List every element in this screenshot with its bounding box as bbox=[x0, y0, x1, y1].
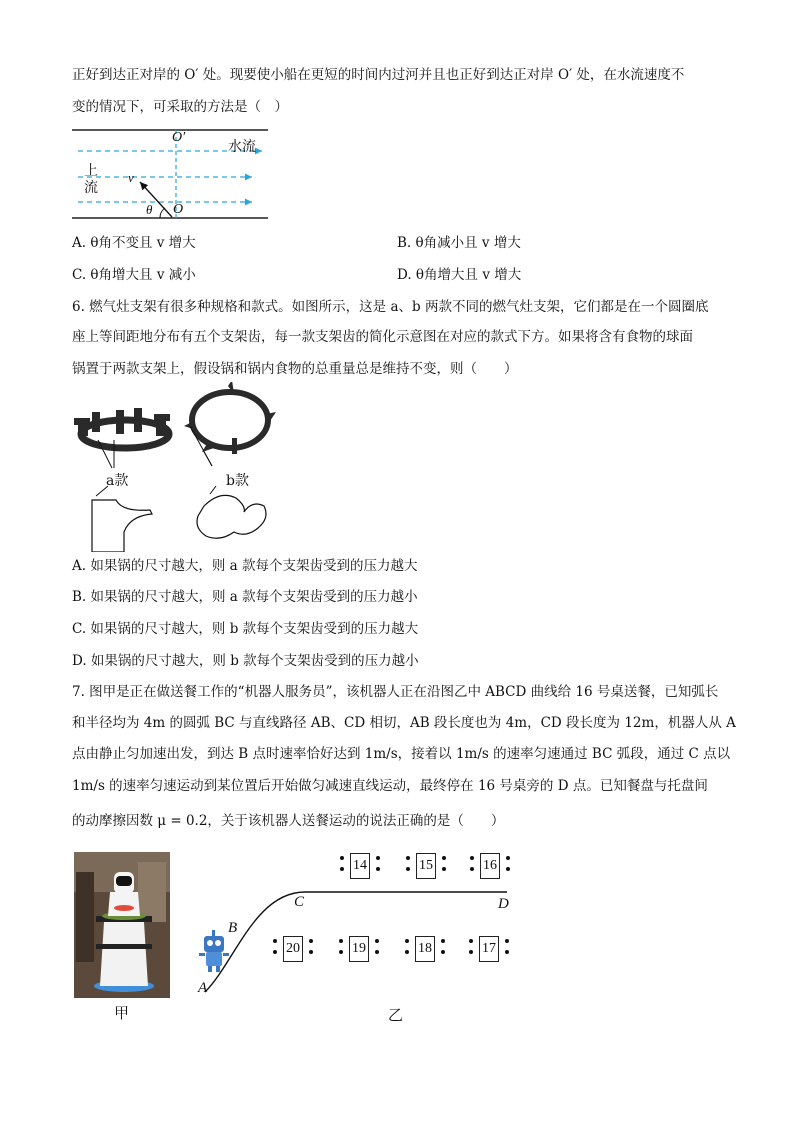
robot-waiter-photo bbox=[74, 852, 170, 998]
stove-b-icon bbox=[184, 382, 276, 454]
label-b-style: b款 bbox=[226, 473, 249, 489]
table-18: 18 bbox=[415, 936, 435, 962]
q5-option-b[interactable]: B. θ角减小且 v 增大 bbox=[397, 235, 521, 251]
q6-option-a[interactable]: A. 如果锅的尺寸越大，则 a 款每个支架齿受到的压力越大 bbox=[72, 558, 418, 574]
q5-stem-line-2: 变的情况下，可采取的方法是（ ） bbox=[72, 99, 288, 115]
label-o: O bbox=[173, 202, 184, 217]
label-water-flow: 水流 bbox=[228, 139, 256, 155]
q6-stem-line-1: 6. 燃气灶支架有很多种规格和款式。如图所示，这是 a、b 两款不同的燃气灶支架，它们都是在一个圆圈底 bbox=[72, 299, 709, 315]
chairs-left bbox=[339, 936, 343, 961]
chairs-left bbox=[340, 853, 344, 878]
chairs-left bbox=[406, 853, 410, 878]
chairs-left bbox=[470, 853, 474, 878]
table-20: 20 bbox=[283, 936, 303, 962]
q6-stem-line-3: 锅置于两款支架上，假设锅和锅内食物的总重量总是维持不变，则（ ） bbox=[72, 361, 518, 377]
q7-stem-line-4: 1m/s 的速率匀速运动到某位置后开始做匀减速直线运动，最终停在 16 号桌旁的 D 点。已知餐盘与托盘间 bbox=[72, 778, 708, 794]
q7-stem-line-3: 点由静止匀加速出发，到达 B 点时速率恰好达到 1m/s，接着以 1m/s 的速率匀速通过 BC 弧段，通过 C 点以 bbox=[72, 746, 731, 762]
label-upstream-1: 上 bbox=[84, 163, 98, 179]
point-b: B bbox=[228, 920, 238, 936]
table-19: 19 bbox=[349, 936, 369, 962]
q5-option-d[interactable]: D. θ角增大且 v 增大 bbox=[397, 267, 522, 283]
q6-option-d[interactable]: D. 如果锅的尺寸越大，则 b 款每个支架齿受到的压力越小 bbox=[72, 653, 419, 669]
q5-option-c[interactable]: C. θ角增大且 v 减小 bbox=[72, 267, 196, 283]
q6-option-c[interactable]: C. 如果锅的尺寸越大，则 b 款每个支架齿受到的压力越大 bbox=[72, 621, 419, 637]
label-theta: θ bbox=[146, 202, 153, 217]
stove-support-figure bbox=[70, 382, 280, 552]
chairs-right bbox=[309, 936, 313, 961]
q5-option-a[interactable]: A. θ角不变且 v 增大 bbox=[72, 235, 196, 251]
table-15: 15 bbox=[416, 853, 436, 879]
chairs-right bbox=[442, 853, 446, 878]
chairs-left bbox=[273, 936, 277, 961]
label-upstream-2: 流 bbox=[84, 180, 98, 196]
q6-option-b[interactable]: B. 如果锅的尺寸越大，则 a 款每个支架齿受到的压力越小 bbox=[72, 589, 418, 605]
label-a-style: a款 bbox=[106, 473, 129, 489]
q7-stem-line-5: 的动摩擦因数 μ = 0.2，关于该机器人送餐运动的说法正确的是（ ） bbox=[72, 813, 505, 829]
theta-angle-arc bbox=[160, 208, 165, 218]
velocity-vector-v bbox=[140, 182, 172, 217]
chairs-right bbox=[441, 936, 445, 961]
stove-a-icon bbox=[74, 408, 170, 448]
chairs-right bbox=[506, 853, 510, 878]
chairs-right bbox=[376, 853, 380, 878]
table-14: 14 bbox=[350, 853, 370, 879]
chairs-left bbox=[469, 936, 473, 961]
label-o-prime: O′ bbox=[172, 130, 186, 145]
chairs-right bbox=[375, 936, 379, 961]
caption-yi: 乙 bbox=[388, 1006, 404, 1024]
table-16: 16 bbox=[480, 853, 500, 879]
caption-jia: 甲 bbox=[114, 1004, 130, 1022]
chairs-left bbox=[405, 936, 409, 961]
tooth-b-profile bbox=[197, 495, 266, 538]
tooth-a-profile bbox=[92, 500, 152, 552]
point-d: D bbox=[498, 896, 509, 912]
point-c: C bbox=[294, 894, 305, 910]
q7-stem-line-1: 7. 图甲是正在做送餐工作的“机器人服务员”，该机器人正在沿图乙中 ABCD 曲线给 16 号桌送餐，已知弧长 bbox=[72, 684, 719, 700]
q6-stem-line-2: 座上等间距地分布有五个支架齿，每一款支架齿的简化示意图在对应的款式下方。如果将含有食物的球面 bbox=[72, 329, 693, 345]
q7-stem-line-2: 和半径均为 4m 的圆弧 BC 与直线路径 AB、CD 相切，AB 段长度也为 4m，CD 段长度为 12m，机器人从 A bbox=[72, 715, 736, 731]
point-a: A bbox=[198, 980, 208, 996]
table-17: 17 bbox=[479, 936, 499, 962]
chairs-right bbox=[505, 936, 509, 961]
q5-stem-line-1: 正好到达正对岸的 O′ 处。现要使小船在更短的时间内过河并且也正好到达正对岸 O′ 处，在水流速度不 bbox=[72, 67, 685, 83]
label-v: v bbox=[128, 170, 134, 185]
